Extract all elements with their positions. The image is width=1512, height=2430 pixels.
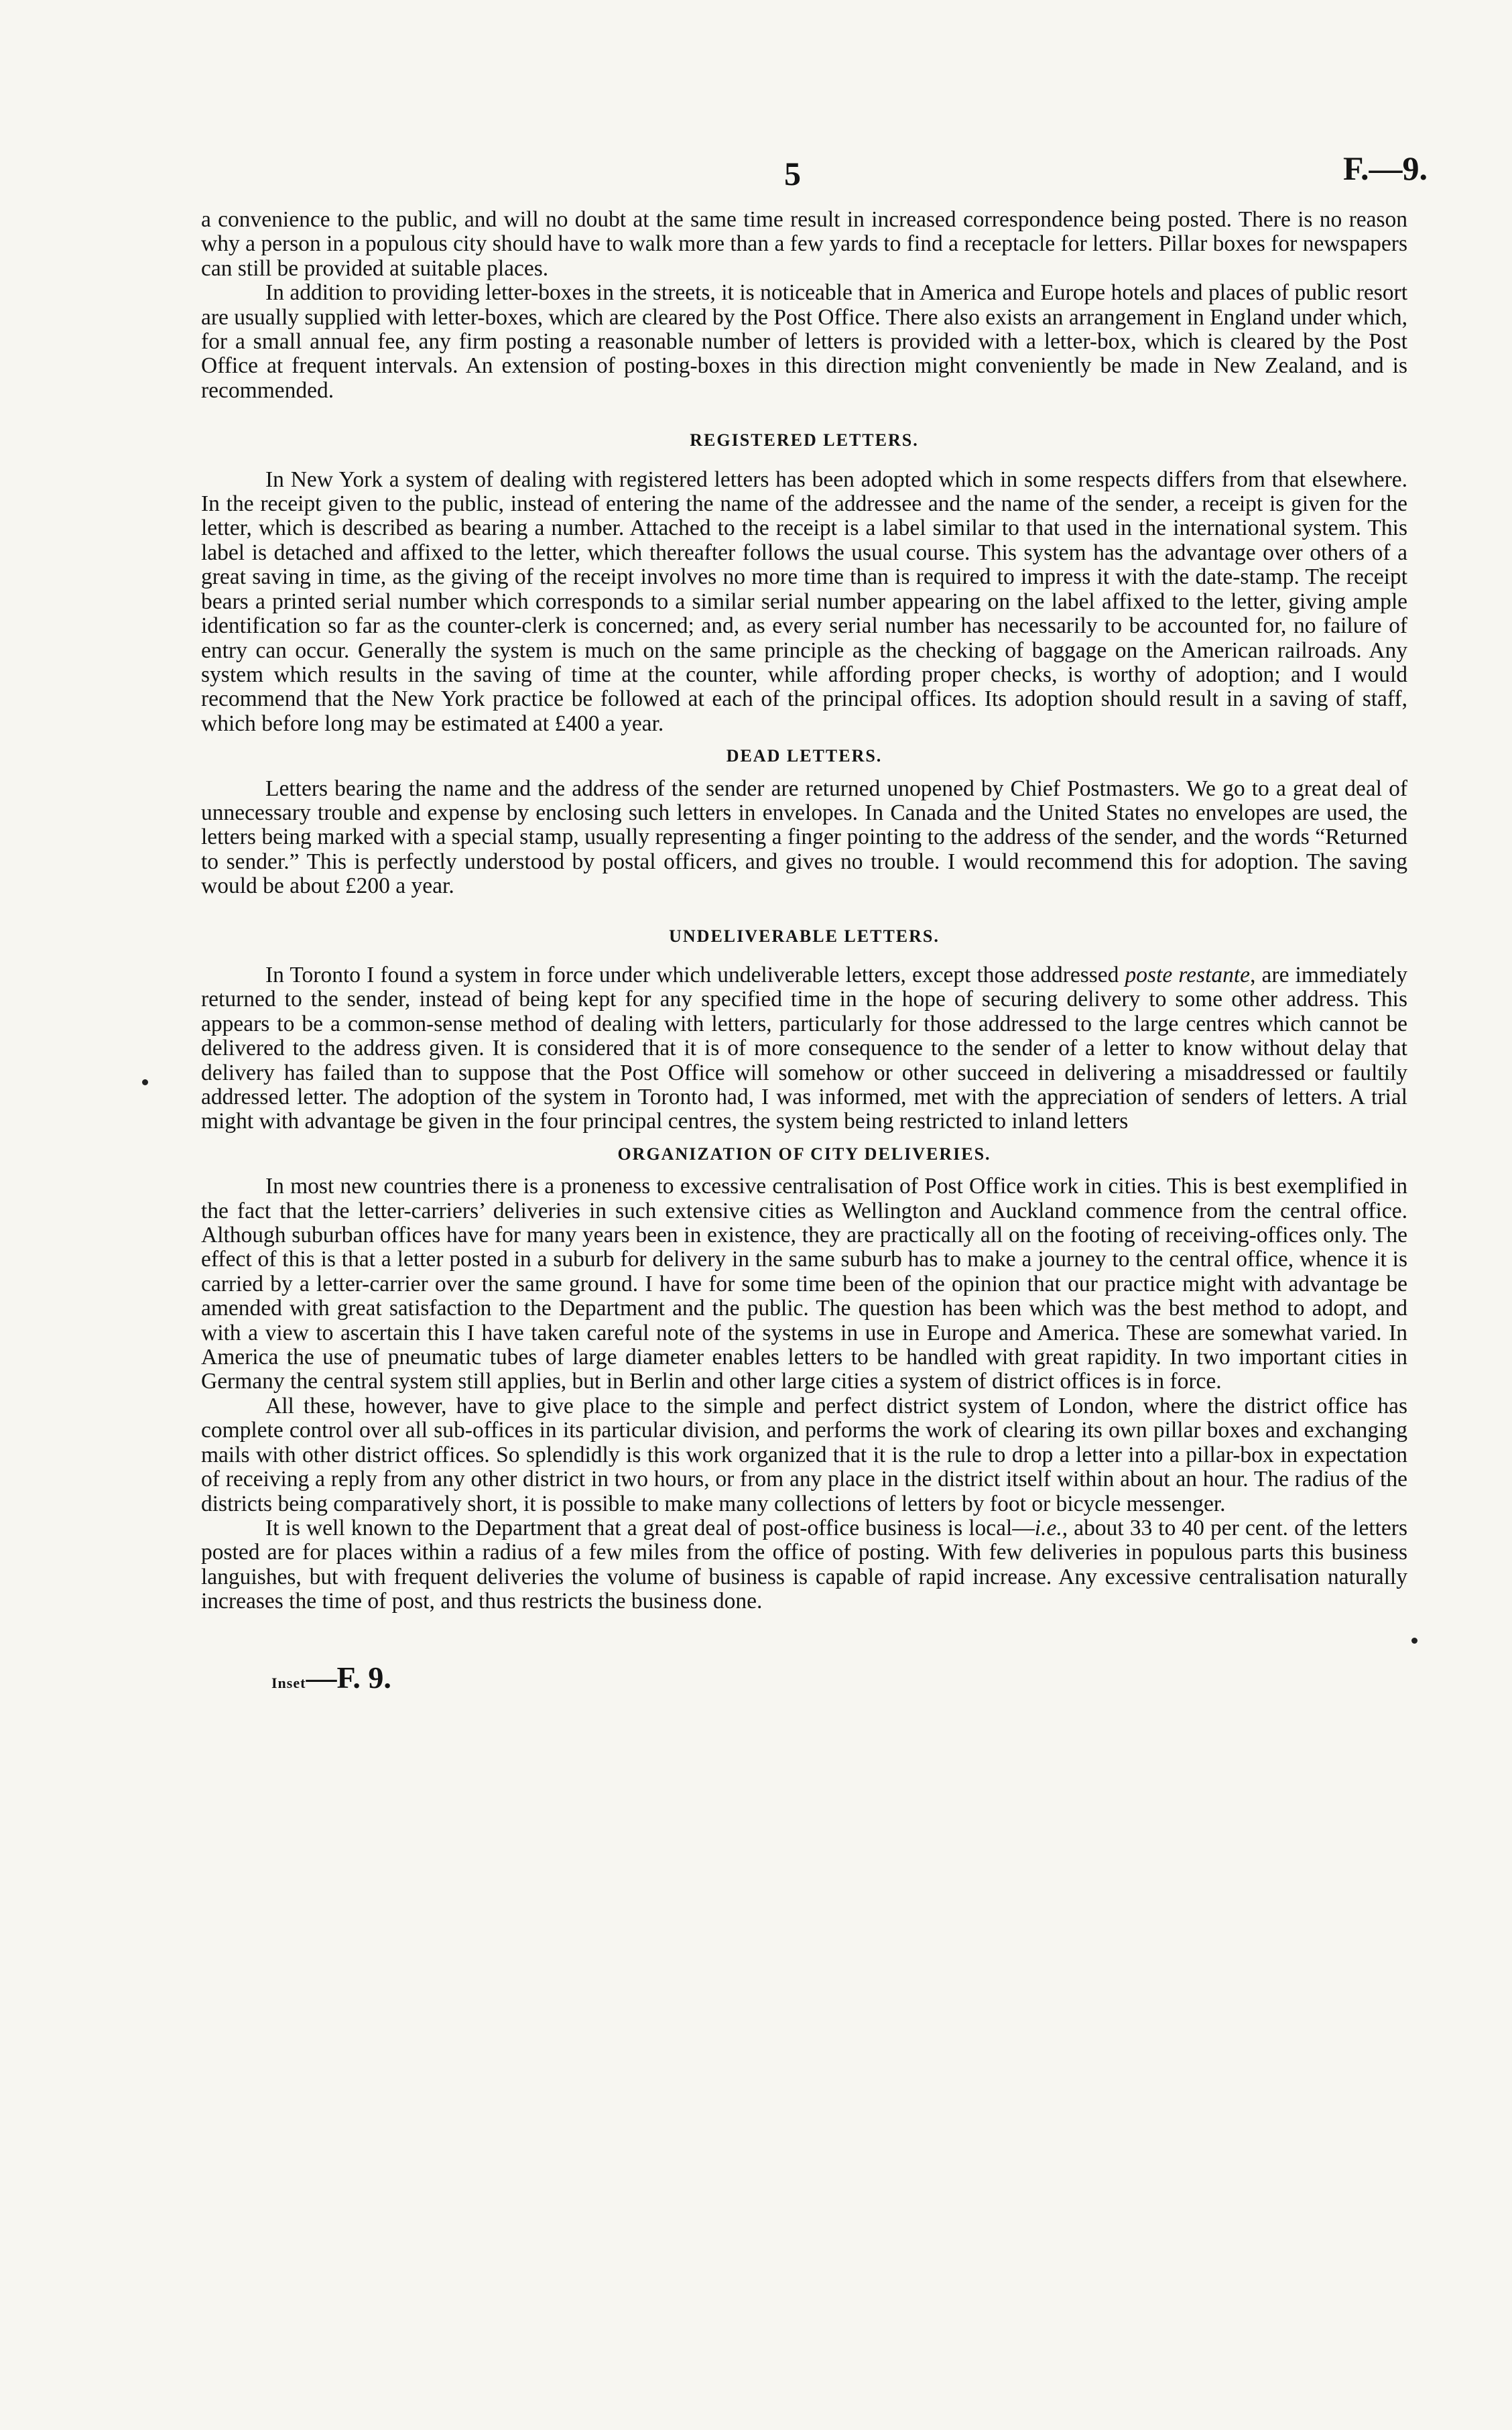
page-reference: F.—9. [1343, 149, 1428, 187]
heading-dead-letters: DEAD LETTERS. [726, 746, 883, 766]
paragraph-registered-letters: In New York a system of dealing with registered letters has been adopted which in some respects differs from that elsewhere. In the receipt given to the public, instead of entering the name of the addressee and the name of the sender, a receipt is given for the letter, which is described as bearing a number. Attached to the receipt is a label similar to that used in the international system. This label is detached and affixed to the letter, which thereafter follows the usual course. This system has the advantage over others of a great saving in time, as the giving of the receipt involves no more time than is required to impress it with the date-stamp. The receipt bears a printed serial number which corresponds to a similar serial number appearing on the label affixed to the letter, giving ample identification so far as the counter-clerk is concerned; and, as every serial number has necessarily to be accounted for, no failure of entry can occur. Generally the system is much on the same principle as the checking of baggage on the American railroads. Any system which results in the saving of time at the counter, while affording proper checks, is worthy of adoption; and I would recommend that the New York practice be followed at each of the principal offices. Its adoption should result in a saving of staff, which before long may be estimated at £400 a year. [201, 467, 1407, 736]
heading-registered-letters: REGISTERED LETTERS. [690, 430, 919, 450]
paragraph-city-deliveries-2: All these, however, have to give place to the simple and perfect district system of London, where the district office has complete control over all sub-offices in its particular division, and performs the work of clearing its own pillar boxes and exchanging mails with other district offices. So splendidly is this work organized that it is the rule to drop a letter into a pillar-box in expectation of receiving a reply from any other district in two hours, or from any place in the district itself within about an hour. The radius of the districts being comparatively short, it is possible to make many collections of letters by foot or bicycle messenger. [201, 1393, 1407, 1516]
document-page [201, 149, 1428, 1695]
inset-label: Inset [271, 1674, 306, 1691]
page-number: 5 [784, 155, 801, 192]
margin-mark-right [1411, 1638, 1418, 1644]
city-text-rest: , about 33 to 40 per cent. of the letters posted are for places within a radius of a few miles from the office of posting. With few deliveries in populous parts this business languishes, but with frequent deliveries the volume of business is capable of rapid increase. Any excessive centralisation naturally increases the time of post, and thus restricts the business done. [201, 1515, 1407, 1614]
document-body [201, 208, 1407, 1614]
undeliverable-text-intro: In Toronto I found a system in force under which undeliverable letters, except those addressed [265, 962, 1119, 987]
page-header [201, 149, 1428, 208]
margin-mark-left [142, 1079, 148, 1085]
ie-italic: i.e. [1034, 1515, 1062, 1540]
footer-inset [271, 1660, 1407, 1695]
inset-reference: —F. 9. [306, 1660, 391, 1695]
city-text-intro: It is well known to the Department that a great deal of post-office business is local— [265, 1515, 1035, 1540]
poste-restante-italic: poste restante [1125, 962, 1251, 987]
paragraph-letter-boxes: In addition to providing letter-boxes in the streets, it is noticeable that in America and Europe hotels and places of public resort are usually supplied with letter-boxes, which are cleared by the Post Office. There also exists an arrangement in England under which, for a small annual fee, any firm posting a reasonable number of letters is provided with a letter-box, which is cleared by the Post Office at frequent intervals. An extension of posting-boxes in this direction might conveniently be made in New Zealand, and is recommended. [201, 280, 1408, 403]
paragraph-continuation: a convenience to the public, and will no doubt at the same time result in increased correspondence being posted. There is no reason why a person in a populous city should have to walk more than a few yards to find a receptacle for letters. Pillar boxes for newspapers can still be provided at suitable places. [201, 207, 1407, 281]
heading-city-deliveries: ORGANIZATION OF CITY DELIVERIES. [617, 1144, 991, 1164]
paragraph-dead-letters: Letters bearing the name and the address of the sender are returned unopened by Chief Postmasters. We go to a great deal of unnecessary trouble and expense by enclosing such letters in envelopes. In Canada and the United States no envelopes are used, the letters being marked with a special stamp, usually representing a finger pointing to the address of the sender, and the words “Returned to sender.” This is perfectly understood by postal officers, and gives no trouble. I would recommend this for adoption. The saving would be about £200 a year. [201, 776, 1407, 899]
paragraph-city-deliveries-1: In most new countries there is a proneness to excessive centralisation of Post Office work in cities. This is best exemplified in the fact that the letter-carriers’ deliveries in such extensive cities as Wellington and Auckland commence from the central office. Although suburban offices have for many years been in existence, they are practically all on the footing of receiving-offices only. The effect of this is that a letter posted in a suburb for delivery in the same suburb has to make a journey to the central office, whence it is carried by a letter-carrier over the same ground. I have for some time been of the opinion that our practice might with advantage be amended with great satisfaction to the Department and the public. The question has been which was the best method to adopt, and with a view to ascertain this I have taken careful note of the systems in use in Europe and America. These are somewhat varied. In America the use of pneumatic tubes of large diameter enables letters to be handled with great rapidity. In two important cities in Germany the central system still applies, but in Berlin and other large cities a system of district offices is in force. [201, 1174, 1407, 1394]
paragraph-city-deliveries-3 [201, 1516, 1407, 1614]
paragraph-undeliverable-letters [201, 963, 1407, 1134]
undeliverable-text-rest: , are immediately returned to the sender, instead of being kept for any specified time in the hope of securing delivery to some other address. This appears to be a common-sense method of dealing with letters, particularly for those addressed to the large centres which cannot be delivered to the address given. It is considered that it is of more consequence to the sender of a letter to know without delay that delivery has failed than to suppose that the Post Office will somehow or other succeed in delivering a misaddressed or faultily addressed letter. The adoption of the system in Toronto had, I was informed, met with the appreciation of senders of letters. A trial might with advantage be given in the four principal centres, the system being restricted to inland letters [201, 962, 1408, 1134]
heading-undeliverable-letters: UNDELIVERABLE LETTERS. [669, 926, 940, 946]
